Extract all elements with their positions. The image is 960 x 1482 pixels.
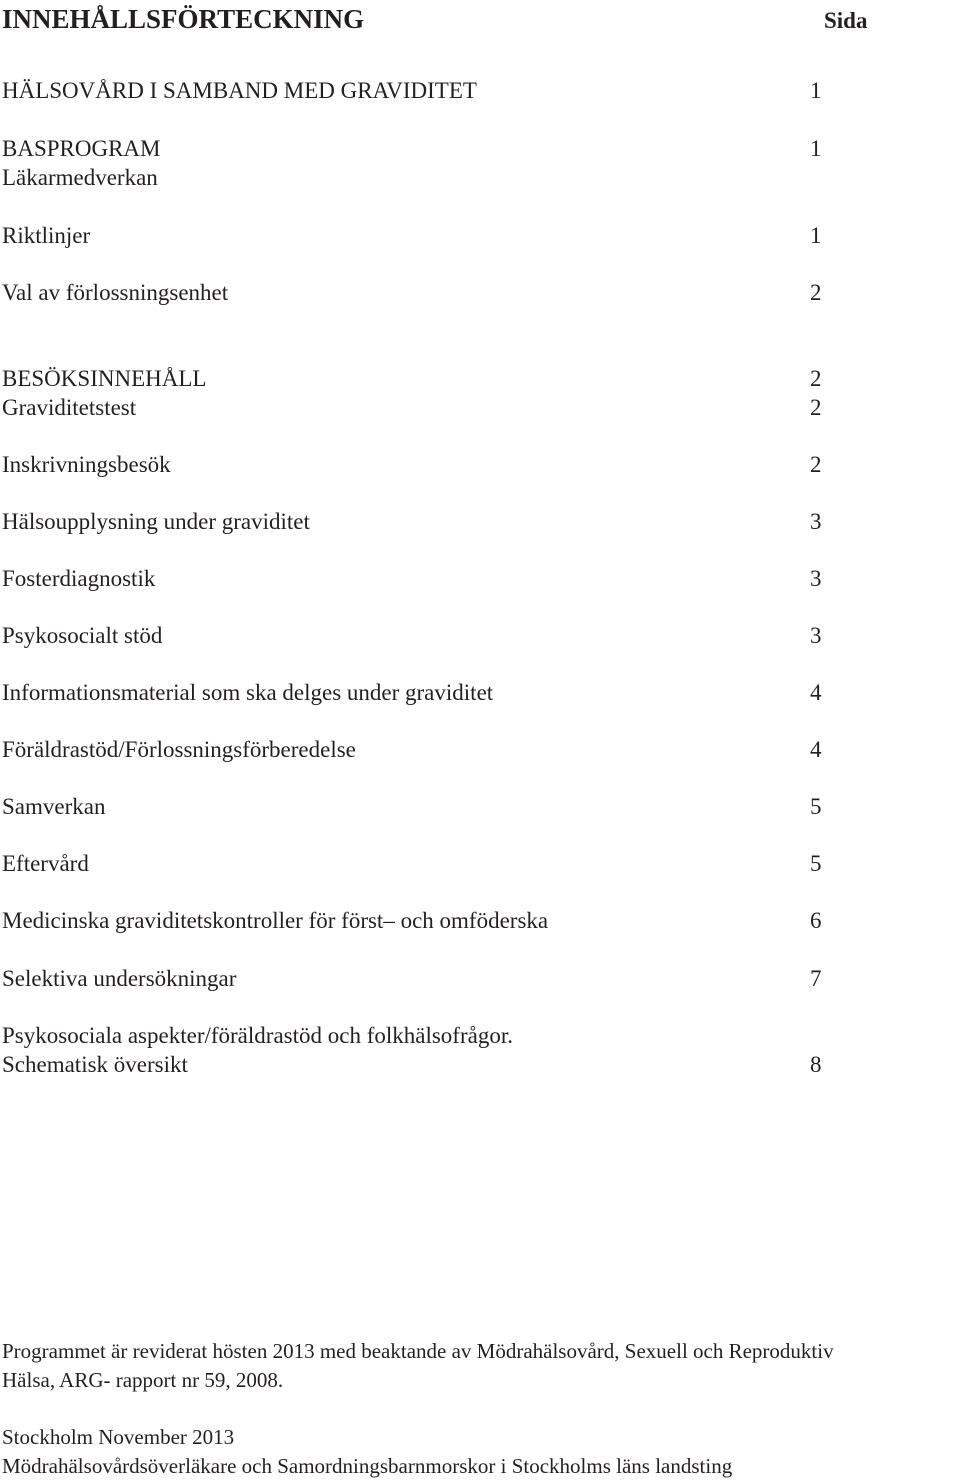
toc-entry-text: Selektiva undersökningar <box>2 966 237 991</box>
toc-entry-page: 8 <box>810 1052 822 1077</box>
toc-entry-text: Läkarmedverkan <box>2 165 158 190</box>
page-title: INNEHÅLLSFÖRTECKNING <box>2 4 365 34</box>
toc-entry-page: 5 <box>810 794 822 819</box>
toc-entry-text: Riktlinjer <box>2 223 91 248</box>
toc-entry-page: 5 <box>810 851 822 876</box>
toc-entry-page: 1 <box>810 136 822 161</box>
toc-entry-text: Medicinska graviditetskontroller för först– och omföderska <box>2 908 549 933</box>
toc-entry-text: Eftervård <box>2 851 89 876</box>
toc-entry-page: 7 <box>810 966 822 991</box>
toc-entry-text: Psykosocialt stöd <box>2 623 163 648</box>
toc-entry-text: Schematisk översikt <box>2 1052 188 1077</box>
authors-line: Mödrahälsovårdsöverläkare och Samordningsbarnmorskor i Stockholms läns landsting <box>2 1454 733 1478</box>
toc-entry-text: Val av förlossningsenhet <box>2 280 229 305</box>
toc-entry-text: Föräldrastöd/Förlossningsförberedelse <box>2 737 356 762</box>
toc-entry-text: Informationsmaterial som ska delges under graviditet <box>2 680 494 705</box>
toc-entry-text: HÄLSOVÅRD I SAMBAND MED GRAVIDITET <box>2 78 477 103</box>
toc-entry-text: Hälsoupplysning under graviditet <box>2 509 310 534</box>
toc-entry-text: BASPROGRAM <box>2 136 161 161</box>
toc-entry-page: 6 <box>810 908 822 933</box>
toc-entry-page: 2 <box>810 395 822 420</box>
toc-entry-text: Samverkan <box>2 794 106 819</box>
toc-entry-page: 1 <box>810 223 822 248</box>
toc-entry-text: Psykosociala aspekter/föräldrastöd och folkhälsofrågor. <box>2 1023 513 1048</box>
toc-entry-page: 2 <box>810 280 822 305</box>
toc-entry-text: BESÖKSINNEHÅLL <box>2 366 207 391</box>
toc-entry-page: 4 <box>810 737 822 762</box>
toc-entry-page: 2 <box>810 452 822 477</box>
toc-entry-page: 1 <box>810 78 822 103</box>
revision-note-line-2: Hälsa, ARG- rapport nr 59, 2008. <box>2 1368 284 1392</box>
page-column-header: Sida <box>824 8 868 33</box>
revision-note-line-1: Programmet är reviderat hösten 2013 med beaktande av Mödrahälsovård, Sexuell och Reproduktiv <box>2 1339 834 1363</box>
toc-entry-page: 2 <box>810 366 822 391</box>
toc-entry-page: 4 <box>810 680 822 705</box>
toc-entry-page: 3 <box>810 509 822 534</box>
toc-entry-text: Inskrivningsbesök <box>2 452 171 477</box>
toc-entry-text: Fosterdiagnostik <box>2 566 156 591</box>
place-and-date: Stockholm November 2013 <box>2 1425 235 1449</box>
toc-entry-page: 3 <box>810 566 822 591</box>
toc-entry-text: Graviditetstest <box>2 395 137 420</box>
toc-entry-page: 3 <box>810 623 822 648</box>
